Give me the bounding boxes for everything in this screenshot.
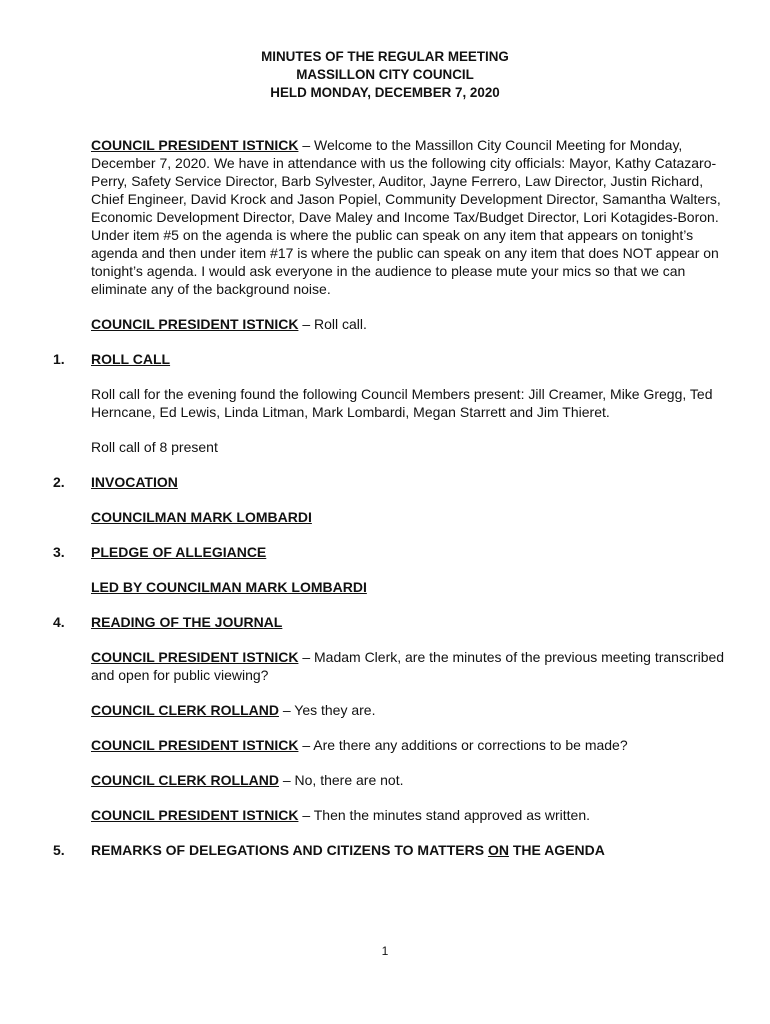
pledge-by: LED BY COUNCILMAN MARK LOMBARDI	[91, 579, 367, 595]
minutes-body	[53, 136, 725, 876]
agenda-item-invocation	[53, 473, 725, 491]
agenda-item-journal	[53, 613, 725, 631]
journal-dialogue-line: COUNCIL PRESIDENT ISTNICK – Madam Clerk, are the minutes of the previous meeting transcribed and open for public viewing?	[91, 649, 725, 683]
journal-dialogue-line: COUNCIL PRESIDENT ISTNICK – Then the minutes stand approved as written.	[91, 807, 591, 823]
journal-dialogue-line: COUNCIL CLERK ROLLAND – No, there are not.	[91, 772, 404, 788]
speaker-name: COUNCIL PRESIDENT ISTNICK	[91, 807, 299, 823]
agenda-item-roll-call	[53, 350, 725, 368]
speaker-name: COUNCIL PRESIDENT ISTNICK	[91, 137, 299, 153]
title-line-2: MASSILLON CITY COUNCIL	[296, 67, 474, 82]
speaker-name: COUNCIL PRESIDENT ISTNICK	[91, 316, 299, 332]
item-number: 1.	[53, 351, 65, 367]
item-number: 2.	[53, 474, 65, 490]
invocation-by: COUNCILMAN MARK LOMBARDI	[91, 509, 312, 525]
speaker-name: COUNCIL CLERK ROLLAND	[91, 772, 279, 788]
journal-dialogue-line: COUNCIL CLERK ROLLAND – Yes they are.	[91, 702, 376, 718]
item-heading: PLEDGE OF ALLEGIANCE	[91, 544, 267, 560]
speaker-name: COUNCIL PRESIDENT ISTNICK	[91, 649, 299, 665]
item-number: 5.	[53, 842, 65, 858]
speaker-name: COUNCIL CLERK ROLLAND	[91, 702, 279, 718]
speaker-name: COUNCIL PRESIDENT ISTNICK	[91, 737, 299, 753]
item-heading: READING OF THE JOURNAL	[91, 614, 283, 630]
item-heading: ROLL CALL	[91, 351, 171, 367]
intro-paragraph	[91, 136, 725, 298]
page-number: 1	[381, 944, 389, 958]
roll-call-members: Roll call for the evening found the following Council Members present: Jill Creamer, Mike Gregg, Ted Herncane, Ed Lewis, Linda Litman, Mark Lombardi, Megan Starrett and Jim Thieret.	[91, 386, 713, 420]
agenda-item-pledge	[53, 543, 725, 561]
item-number: 4.	[53, 614, 65, 630]
title-line-3: HELD MONDAY, DECEMBER 7, 2020	[270, 85, 500, 100]
rollcall-request-text: – Roll call.	[298, 316, 367, 332]
intro-text: – Welcome to the Massillon City Council Meeting for Monday, December 7, 2020. We have in attendance with us the following city officials: Mayor, Kathy Catazaro-Perry, Safety Service Director, Barb Sylvester, Auditor, Jayne Ferrero, Law Director, Justin Richard, Chief Engineer, David Krock and Jason Popiel, Community Development Director, Samantha Walters, Economic Development Director, Dave Maley and Income Tax/Budget Director, Lori Kotagides-Boron. Under item #5 on the agenda is where the public can speak on any item that appears on tonight’s agenda and then under item #17 is where the public can speak on any item that does NOT appear on tonight’s agenda. I would ask everyone in the audience to please mute your mics so that we can eliminate any of the background noise.	[91, 137, 721, 297]
item-heading-emphasis: ON	[487, 842, 509, 858]
item-number: 3.	[53, 544, 65, 560]
rollcall-request-paragraph	[91, 315, 725, 333]
roll-call-count: Roll call of 8 present	[91, 439, 218, 455]
item-heading: INVOCATION	[91, 474, 178, 490]
agenda-item-remarks	[53, 841, 725, 859]
journal-dialogue-line: COUNCIL PRESIDENT ISTNICK – Are there any additions or corrections to be made?	[91, 737, 628, 753]
item-heading: REMARKS OF DELEGATIONS AND CITIZENS TO MATTERS ON THE AGENDA	[91, 842, 605, 858]
title-line-1: MINUTES OF THE REGULAR MEETING	[261, 49, 509, 64]
document-title	[0, 48, 770, 102]
